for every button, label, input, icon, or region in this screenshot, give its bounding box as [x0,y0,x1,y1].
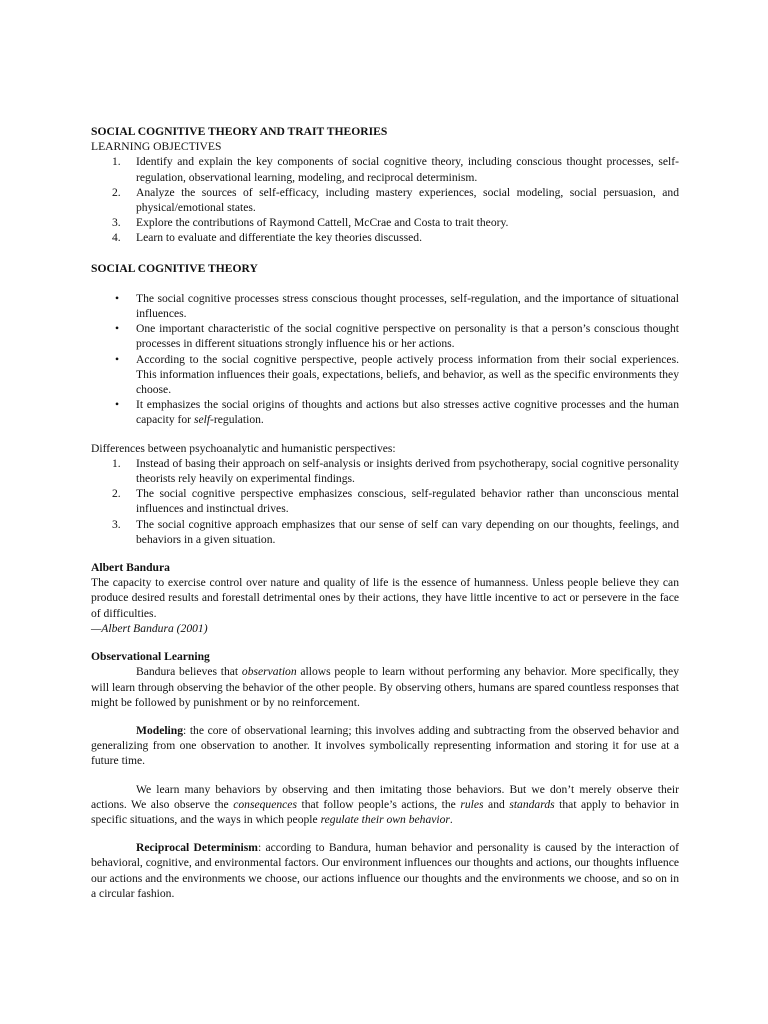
learning-objectives-list [91,154,679,245]
list-number: 3. [112,216,121,230]
list-item [91,230,679,245]
reciprocal-determinism-paragraph [91,840,679,901]
paragraph-text: and [483,797,510,811]
bullet-item [91,291,679,321]
albert-bandura-heading: Albert Bandura [91,561,170,575]
list-item-text: Learn to evaluate and differentiate the key theories discussed. [136,231,422,245]
list-number: 2. [112,185,121,199]
paragraph-text: that follow people’s actions, the [296,797,461,811]
paragraph-text: that apply to behavior in specific situations, and the ways in which people [91,797,679,826]
list-item-text: Instead of basing their approach on self-analysis or insights derived from psychotherapy, social cognitive personality theorists rely heavily on experimental findings. [136,456,679,486]
bullet-text: One important characteristic of the social cognitive perspective on personality is that a person’s conscious thought processes in different situations strongly influence his or her actions. [136,322,679,351]
emphasis-rules: rules [460,797,484,811]
modeling-paragraph [91,723,679,769]
bullet-item [91,352,679,398]
paragraph-text: : the core of observational learning; this involves adding and subtracting from the observed behavior and generalizing from one observation to another. It involves symbolically representing information and storing it for use at a future time. [91,723,679,768]
paragraph-text: : according to Bandura, human behavior and personality is caused by the interaction of behavioral, cognitive, and environmental factors. Our environment influences our thoughts and actions, our thoughts influence our actions and the environments we choose, our actions influence our thoughts and the environments we choose, and so on in a circular fashion. [91,841,679,900]
emphasis-self: self [193,413,211,427]
bullet-text: The social cognitive processes stress conscious thought processes, self-regulation, and the importance of situational influences. [136,291,679,321]
list-item [91,185,679,215]
bullet-item [91,321,679,351]
bullet-icon: • [115,291,120,305]
list-number: 3. [112,517,121,531]
differences-heading: Differences between psychoanalytic and humanistic perspectives: [91,441,396,455]
document-title: SOCIAL COGNITIVE THEORY AND TRAIT THEORIES [91,125,388,138]
bullet-text: According to the social cognitive perspective, people actively process information from their social experiences. This information influences their goals, expectations, beliefs, and behavior, as well as the specific environments they choose. [136,352,679,397]
list-item-text: Explore the contributions of Raymond Cattell, McCrae and Costa to trait theory. [136,216,509,230]
list-item [91,486,679,516]
list-item [91,215,679,230]
emphasis-consequences: consequences [233,797,297,811]
list-item-text: The social cognitive approach emphasizes that our sense of self can vary depending on our thoughts, feelings, and behaviors in a given situation. [136,517,679,546]
bullet-item [91,397,679,427]
bandura-quote: The capacity to exercise control over nature and quality of life is the essence of humanness. Unless people believe they can produce desired results and forestall detrimental ones by their actions, they have little incentive to act or persevere in the face of difficulties. [91,576,679,620]
quote-attribution [91,621,679,636]
emphasis-observation: observation [241,665,297,679]
emphasis-regulate: regulate their own behavior [320,812,450,826]
observation-paragraph [91,664,679,710]
list-item [91,154,679,184]
attribution-text: —Albert Bandura (2001) [91,621,208,635]
list-number: 1. [112,155,121,169]
list-item-text: The social cognitive perspective emphasizes conscious, self-regulated behavior rather than unconscious mental influences and instinctual drives. [136,487,679,516]
bullet-icon: • [115,322,120,336]
paragraph-text: We learn many behaviors by observing and then imitating those behaviors. But we don’t merely observe their actions. We also observe the [91,782,679,811]
differences-list [91,456,679,547]
reciprocal-determinism-term: Reciprocal Determinism [136,841,258,855]
list-item [91,517,679,547]
bullet-icon: • [115,398,120,412]
paragraph-text: Bandura believes that [136,665,242,679]
list-number: 4. [112,231,121,245]
emphasis-standards: standards [509,797,555,811]
bullet-icon: • [115,352,120,366]
learning-objectives-heading: LEARNING OBJECTIVES [91,140,222,154]
bullet-text-part: -regulation. [210,413,264,427]
list-number: 1. [112,456,121,470]
sct-bullet-list [91,291,679,428]
paragraph-text: allows people to learn without performing any behavior. More specifically, they will learn through observing the behavior of the other people. By observing others, humans are spared countless responses that might be followed by punishment or by no reinforcement. [91,665,679,709]
bullet-text-part: It emphasizes the social origins of thoughts and actions but also stresses active cognitive processes and the human capacity for [136,398,679,427]
list-item-text: Identify and explain the key components of social cognitive theory, including conscious thought processes, self-regulation, observational learning, modeling, and reciprocal determinism. [136,155,679,184]
list-item [91,456,679,486]
list-number: 2. [112,487,121,501]
list-item-text: Analyze the sources of self-efficacy, including mastery experiences, social modeling, social persuasion, and physical/emotional states. [136,185,679,215]
modeling-term: Modeling [136,723,184,737]
imitation-paragraph [91,782,679,828]
social-cognitive-theory-heading: SOCIAL COGNITIVE THEORY [91,261,258,275]
document-body [91,124,679,901]
paragraph-text: . [449,812,453,826]
observational-learning-heading: Observational Learning [91,650,210,664]
